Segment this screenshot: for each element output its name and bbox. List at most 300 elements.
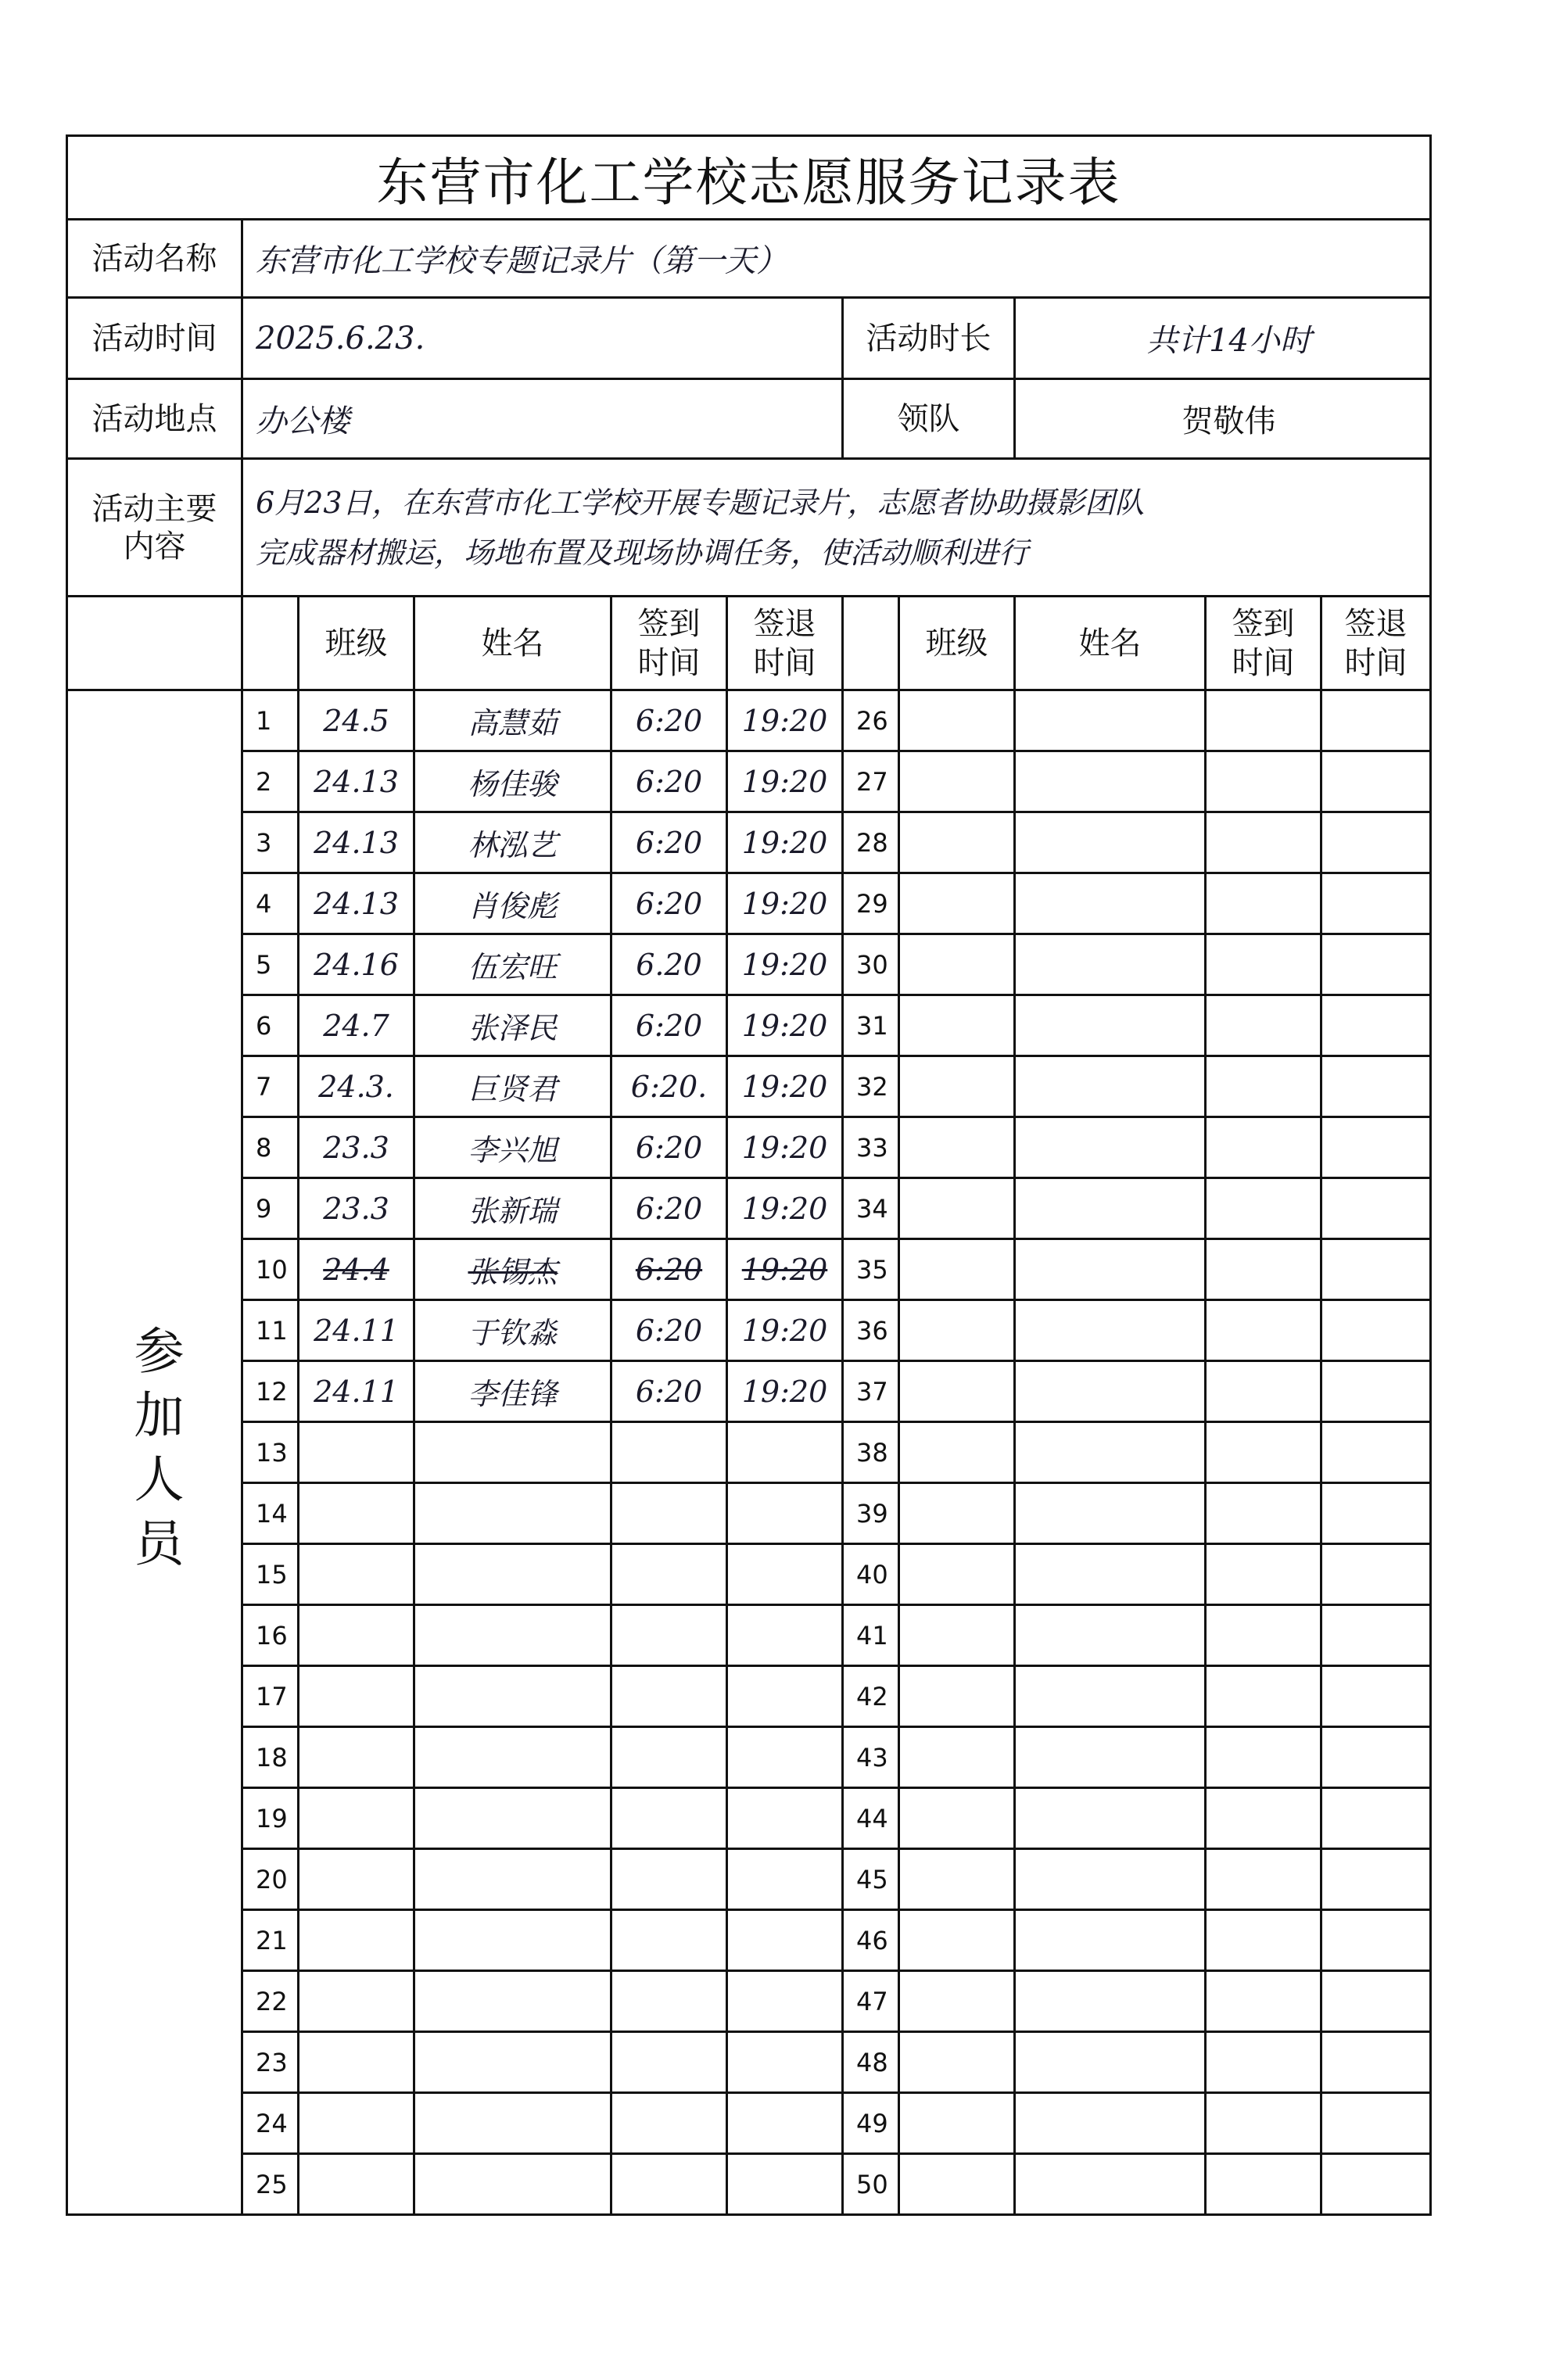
checkin-cell-right	[1206, 1971, 1321, 2032]
row-number-right: 32	[843, 1056, 899, 1117]
checkin-cell-right	[1206, 1544, 1321, 1605]
table-row	[67, 1483, 1431, 1544]
name-cell: 杨佳骏	[414, 751, 611, 812]
name-cell-right	[1015, 873, 1206, 934]
row-number: 9	[242, 1178, 299, 1239]
checkin-cell-right	[1206, 2032, 1321, 2093]
table-row	[67, 1605, 1431, 1666]
checkout-cell-right	[1321, 1239, 1431, 1300]
row-number-right: 49	[843, 2093, 899, 2154]
checkout-cell	[727, 1483, 843, 1544]
checkin-cell-right	[1206, 690, 1321, 751]
row-number: 11	[242, 1300, 299, 1361]
class-cell: 24.5	[299, 690, 414, 751]
checkin-cell: 6:20	[611, 995, 727, 1056]
table-row	[67, 1910, 1431, 1971]
name-cell	[414, 1605, 611, 1666]
row-number: 21	[242, 1910, 299, 1971]
class-cell-right	[899, 2032, 1015, 2093]
checkout-cell-right	[1321, 1178, 1431, 1239]
number-header-blank-left	[242, 597, 299, 690]
content-line-2: 完成器材搬运，场地布置及现场协调任务，使活动顺利进行	[256, 535, 1029, 570]
checkout-cell: 19:20	[727, 1361, 843, 1422]
checkin-header-left	[611, 597, 727, 690]
row-number: 7	[242, 1056, 299, 1117]
activity-location-label: 活动地点	[67, 379, 242, 459]
checkout-cell: 19:20	[727, 690, 843, 751]
row-number: 14	[242, 1483, 299, 1544]
name-cell	[414, 1910, 611, 1971]
checkin-cell-right	[1206, 1361, 1321, 1422]
activity-location-value: 办公楼	[242, 379, 843, 459]
checkin-header-line-2: 时间	[1232, 644, 1295, 681]
name-cell-right	[1015, 812, 1206, 873]
name-cell-right	[1015, 1666, 1206, 1727]
form-title: 东营市化工学校志愿服务记录表	[67, 136, 1431, 220]
table-row	[67, 1178, 1431, 1239]
table-row	[67, 1117, 1431, 1178]
checkout-header-left	[727, 597, 843, 690]
row-number-right: 37	[843, 1361, 899, 1422]
class-cell: 24.16	[299, 934, 414, 995]
checkout-cell: 19:20	[727, 751, 843, 812]
row-number-right: 48	[843, 2032, 899, 2093]
checkin-cell-right	[1206, 995, 1321, 1056]
name-cell-right	[1015, 1605, 1206, 1666]
row-number: 6	[242, 995, 299, 1056]
class-cell	[299, 1666, 414, 1727]
name-cell	[414, 1666, 611, 1727]
class-cell-right	[899, 1239, 1015, 1300]
activity-duration-value: 共计14小时	[1015, 298, 1431, 379]
checkin-cell-right	[1206, 812, 1321, 873]
checkout-cell-right	[1321, 1483, 1431, 1544]
row-number: 10	[242, 1239, 299, 1300]
row-number: 5	[242, 934, 299, 995]
content-label-line-1: 活动主要	[91, 490, 217, 527]
row-number: 8	[242, 1117, 299, 1178]
checkout-cell	[727, 2032, 843, 2093]
class-cell-right	[899, 1178, 1015, 1239]
checkout-cell	[727, 1910, 843, 1971]
name-cell-right	[1015, 1178, 1206, 1239]
table-row	[67, 1544, 1431, 1605]
name-header-left: 姓名	[414, 597, 611, 690]
checkin-cell-right	[1206, 1483, 1321, 1544]
table-row	[67, 1361, 1431, 1422]
class-cell-right	[899, 1361, 1015, 1422]
name-cell-right	[1015, 1971, 1206, 2032]
name-cell-right	[1015, 1300, 1206, 1361]
class-cell-right	[899, 1605, 1015, 1666]
row-number-right: 43	[843, 1727, 899, 1788]
row-number: 3	[242, 812, 299, 873]
class-cell: 23.3	[299, 1178, 414, 1239]
activity-name-label: 活动名称	[67, 220, 242, 298]
row-number: 19	[242, 1788, 299, 1849]
table-row	[67, 995, 1431, 1056]
number-header-blank-right	[843, 597, 899, 690]
class-cell-right	[899, 1117, 1015, 1178]
checkout-cell: 19:20	[727, 1178, 843, 1239]
table-row	[67, 1849, 1431, 1910]
name-cell-right	[1015, 1788, 1206, 1849]
class-cell-right	[899, 1849, 1015, 1910]
row-number: 20	[242, 1849, 299, 1910]
checkout-cell-right	[1321, 1788, 1431, 1849]
checkout-cell	[727, 1605, 843, 1666]
name-cell-right	[1015, 1849, 1206, 1910]
checkin-cell: 6.20	[611, 934, 727, 995]
row-number-right: 35	[843, 1239, 899, 1300]
participants-label: 参加人员	[67, 690, 242, 2215]
checkin-cell: 6:20	[611, 1178, 727, 1239]
name-cell-right	[1015, 2093, 1206, 2154]
checkout-cell	[727, 1666, 843, 1727]
class-cell: 23.3	[299, 1117, 414, 1178]
checkout-cell-right	[1321, 1605, 1431, 1666]
checkout-cell: 19:20	[727, 1056, 843, 1117]
checkin-cell-right	[1206, 2093, 1321, 2154]
record-table	[66, 134, 1432, 2216]
checkin-header-line-2: 时间	[637, 644, 701, 681]
class-cell: 24.4	[299, 1239, 414, 1300]
checkout-header-right	[1321, 597, 1431, 690]
checkout-header-line-1: 签退	[1344, 605, 1407, 642]
table-row	[67, 1422, 1431, 1483]
table-row	[67, 751, 1431, 812]
checkin-cell	[611, 1727, 727, 1788]
checkin-cell: 6:20	[611, 1300, 727, 1361]
row-number: 23	[242, 2032, 299, 2093]
table-row	[67, 873, 1431, 934]
name-cell-right	[1015, 690, 1206, 751]
name-header-right: 姓名	[1015, 597, 1206, 690]
name-cell: 林泓艺	[414, 812, 611, 873]
checkout-cell-right	[1321, 812, 1431, 873]
checkin-cell	[611, 1544, 727, 1605]
checkout-header-line-2: 时间	[753, 644, 816, 681]
checkout-cell-right	[1321, 1727, 1431, 1788]
class-cell	[299, 1422, 414, 1483]
class-cell-right	[899, 995, 1015, 1056]
name-cell	[414, 1483, 611, 1544]
row-number: 24	[242, 2093, 299, 2154]
row-number: 13	[242, 1422, 299, 1483]
leader-label: 领队	[843, 379, 1015, 459]
checkin-cell	[611, 1422, 727, 1483]
name-cell-right	[1015, 1483, 1206, 1544]
row-number: 25	[242, 2154, 299, 2215]
class-cell	[299, 2093, 414, 2154]
class-header-right: 班级	[899, 597, 1015, 690]
name-cell: 伍宏旺	[414, 934, 611, 995]
leader-value: 贺敬伟	[1015, 379, 1431, 459]
checkin-cell-right	[1206, 2154, 1321, 2215]
class-cell: 24.11	[299, 1361, 414, 1422]
class-cell-right	[899, 812, 1015, 873]
table-row	[67, 2032, 1431, 2093]
table-row	[67, 1788, 1431, 1849]
row-number-right: 33	[843, 1117, 899, 1178]
checkout-cell-right	[1321, 1544, 1431, 1605]
checkin-cell	[611, 1788, 727, 1849]
participants-header-blank	[67, 597, 242, 690]
checkin-cell: 6:20	[611, 1117, 727, 1178]
name-cell-right	[1015, 2154, 1206, 2215]
row-number-right: 40	[843, 1544, 899, 1605]
checkout-cell-right	[1321, 1117, 1431, 1178]
class-cell-right	[899, 1727, 1015, 1788]
name-cell-right	[1015, 1910, 1206, 1971]
checkout-cell-right	[1321, 1971, 1431, 2032]
name-cell: 巨贤君	[414, 1056, 611, 1117]
checkin-cell: 6:20	[611, 1239, 727, 1300]
checkin-header-right	[1206, 597, 1321, 690]
activity-name-value: 东营市化工学校专题记录片（第一天）	[242, 220, 1431, 298]
checkout-cell: 19:20	[727, 995, 843, 1056]
name-cell: 李佳锋	[414, 1361, 611, 1422]
name-cell	[414, 1971, 611, 2032]
checkin-cell	[611, 1666, 727, 1727]
class-cell	[299, 1910, 414, 1971]
class-cell-right	[899, 1666, 1015, 1727]
class-cell	[299, 1544, 414, 1605]
checkin-cell-right	[1206, 1300, 1321, 1361]
row-number-right: 47	[843, 1971, 899, 2032]
table-row	[67, 1727, 1431, 1788]
name-cell	[414, 2093, 611, 2154]
row-number-right: 38	[843, 1422, 899, 1483]
checkout-header-line-2: 时间	[1344, 644, 1407, 681]
class-cell: 24.13	[299, 873, 414, 934]
name-cell	[414, 2032, 611, 2093]
table-row	[67, 812, 1431, 873]
checkout-cell	[727, 1727, 843, 1788]
checkout-cell: 19:20	[727, 1117, 843, 1178]
checkin-cell	[611, 2093, 727, 2154]
name-cell: 于钦淼	[414, 1300, 611, 1361]
checkin-cell: 6:20	[611, 1361, 727, 1422]
name-cell: 肖俊彪	[414, 873, 611, 934]
checkin-cell	[611, 1971, 727, 2032]
class-cell-right	[899, 2154, 1015, 2215]
checkin-cell-right	[1206, 1910, 1321, 1971]
checkout-cell	[727, 1849, 843, 1910]
class-cell-right	[899, 1788, 1015, 1849]
checkin-cell	[611, 1910, 727, 1971]
row-number-right: 41	[843, 1605, 899, 1666]
checkin-cell-right	[1206, 873, 1321, 934]
class-cell	[299, 1788, 414, 1849]
checkout-cell	[727, 1544, 843, 1605]
checkout-cell: 19:20	[727, 873, 843, 934]
name-cell-right	[1015, 1727, 1206, 1788]
checkout-cell-right	[1321, 1849, 1431, 1910]
checkin-cell	[611, 1849, 727, 1910]
checkin-cell: 6:20	[611, 812, 727, 873]
class-cell-right	[899, 873, 1015, 934]
row-number-right: 42	[843, 1666, 899, 1727]
content-label-line-2: 内容	[123, 528, 186, 565]
table-row	[67, 1056, 1431, 1117]
checkin-cell-right	[1206, 1666, 1321, 1727]
checkout-cell-right	[1321, 1666, 1431, 1727]
table-row	[67, 1239, 1431, 1300]
name-cell-right	[1015, 1544, 1206, 1605]
row-number: 22	[242, 1971, 299, 2032]
activity-content-value	[242, 459, 1431, 597]
checkin-cell-right	[1206, 1239, 1321, 1300]
name-cell	[414, 1727, 611, 1788]
row-number: 1	[242, 690, 299, 751]
class-header-left: 班级	[299, 597, 414, 690]
row-number: 15	[242, 1544, 299, 1605]
checkin-cell-right	[1206, 1178, 1321, 1239]
checkout-cell-right	[1321, 1300, 1431, 1361]
checkout-cell-right	[1321, 1361, 1431, 1422]
row-number: 18	[242, 1727, 299, 1788]
class-cell	[299, 1483, 414, 1544]
name-cell	[414, 1422, 611, 1483]
checkin-cell	[611, 1483, 727, 1544]
checkout-cell-right	[1321, 690, 1431, 751]
checkout-cell	[727, 1971, 843, 2032]
class-cell	[299, 2154, 414, 2215]
row-number: 12	[242, 1361, 299, 1422]
activity-time-value: 2025.6.23.	[242, 298, 843, 379]
row-number-right: 27	[843, 751, 899, 812]
name-cell	[414, 2154, 611, 2215]
name-cell-right	[1015, 1361, 1206, 1422]
row-number-right: 45	[843, 1849, 899, 1910]
checkout-cell: 19:20	[727, 812, 843, 873]
row-number: 2	[242, 751, 299, 812]
class-cell: 24.3.	[299, 1056, 414, 1117]
row-number-right: 26	[843, 690, 899, 751]
checkin-cell-right	[1206, 1727, 1321, 1788]
name-cell: 张泽民	[414, 995, 611, 1056]
class-cell: 24.7	[299, 995, 414, 1056]
name-cell-right	[1015, 2032, 1206, 2093]
name-cell	[414, 1544, 611, 1605]
class-cell-right	[899, 690, 1015, 751]
content-line-1: 6月23日，在东营市化工学校开展专题记录片，志愿者协助摄影团队	[256, 485, 1145, 520]
class-cell-right	[899, 1544, 1015, 1605]
activity-content-label	[67, 459, 242, 597]
row-number: 4	[242, 873, 299, 934]
checkout-header-line-1: 签退	[753, 605, 816, 642]
name-cell: 张锡杰	[414, 1239, 611, 1300]
name-cell-right	[1015, 1056, 1206, 1117]
checkout-cell-right	[1321, 2093, 1431, 2154]
checkin-cell-right	[1206, 934, 1321, 995]
row-number-right: 36	[843, 1300, 899, 1361]
checkin-cell: 6:20	[611, 751, 727, 812]
row-number-right: 29	[843, 873, 899, 934]
checkout-cell-right	[1321, 1910, 1431, 1971]
checkout-cell: 19:20	[727, 1300, 843, 1361]
checkin-cell: 6:20	[611, 873, 727, 934]
checkout-cell: 19:20	[727, 934, 843, 995]
checkout-cell-right	[1321, 995, 1431, 1056]
class-cell-right	[899, 2093, 1015, 2154]
name-cell-right	[1015, 995, 1206, 1056]
class-cell	[299, 1727, 414, 1788]
checkin-header-line-1: 签到	[637, 605, 701, 642]
checkin-cell-right	[1206, 751, 1321, 812]
checkout-cell-right	[1321, 873, 1431, 934]
class-cell: 24.11	[299, 1300, 414, 1361]
row-number-right: 44	[843, 1788, 899, 1849]
name-cell: 张新瑞	[414, 1178, 611, 1239]
checkin-cell: 6:20	[611, 690, 727, 751]
class-cell: 24.13	[299, 751, 414, 812]
class-cell-right	[899, 751, 1015, 812]
name-cell-right	[1015, 1117, 1206, 1178]
class-cell-right	[899, 1300, 1015, 1361]
row-number-right: 31	[843, 995, 899, 1056]
class-cell: 24.13	[299, 812, 414, 873]
row-number-right: 46	[843, 1910, 899, 1971]
table-row	[67, 1666, 1431, 1727]
name-cell-right	[1015, 751, 1206, 812]
class-cell-right	[899, 1422, 1015, 1483]
checkin-cell-right	[1206, 1422, 1321, 1483]
record-form	[66, 134, 1429, 2216]
class-cell-right	[899, 934, 1015, 995]
checkin-cell-right	[1206, 1788, 1321, 1849]
class-cell	[299, 1605, 414, 1666]
checkout-cell	[727, 1422, 843, 1483]
name-cell-right	[1015, 1422, 1206, 1483]
checkout-cell	[727, 2154, 843, 2215]
checkout-cell	[727, 2093, 843, 2154]
checkin-cell: 6:20.	[611, 1056, 727, 1117]
checkin-cell-right	[1206, 1117, 1321, 1178]
checkin-cell-right	[1206, 1605, 1321, 1666]
row-number-right: 50	[843, 2154, 899, 2215]
row-number-right: 39	[843, 1483, 899, 1544]
row-number-right: 34	[843, 1178, 899, 1239]
class-cell	[299, 1849, 414, 1910]
checkin-cell-right	[1206, 1056, 1321, 1117]
table-row	[67, 1300, 1431, 1361]
checkin-cell	[611, 2154, 727, 2215]
row-number-right: 28	[843, 812, 899, 873]
checkout-cell-right	[1321, 2154, 1431, 2215]
checkin-cell	[611, 2032, 727, 2093]
class-cell-right	[899, 1910, 1015, 1971]
checkout-cell-right	[1321, 1422, 1431, 1483]
name-cell: 李兴旭	[414, 1117, 611, 1178]
activity-duration-label: 活动时长	[843, 298, 1015, 379]
class-cell	[299, 1971, 414, 2032]
table-row	[67, 690, 1431, 751]
name-cell	[414, 1849, 611, 1910]
checkout-cell: 19:20	[727, 1239, 843, 1300]
checkout-cell-right	[1321, 934, 1431, 995]
row-number-right: 30	[843, 934, 899, 995]
table-row	[67, 2154, 1431, 2215]
checkin-cell-right	[1206, 1849, 1321, 1910]
checkin-header-line-1: 签到	[1232, 605, 1295, 642]
class-cell-right	[899, 1483, 1015, 1544]
checkout-cell	[727, 1788, 843, 1849]
name-cell-right	[1015, 1239, 1206, 1300]
row-number: 17	[242, 1666, 299, 1727]
checkout-cell-right	[1321, 751, 1431, 812]
